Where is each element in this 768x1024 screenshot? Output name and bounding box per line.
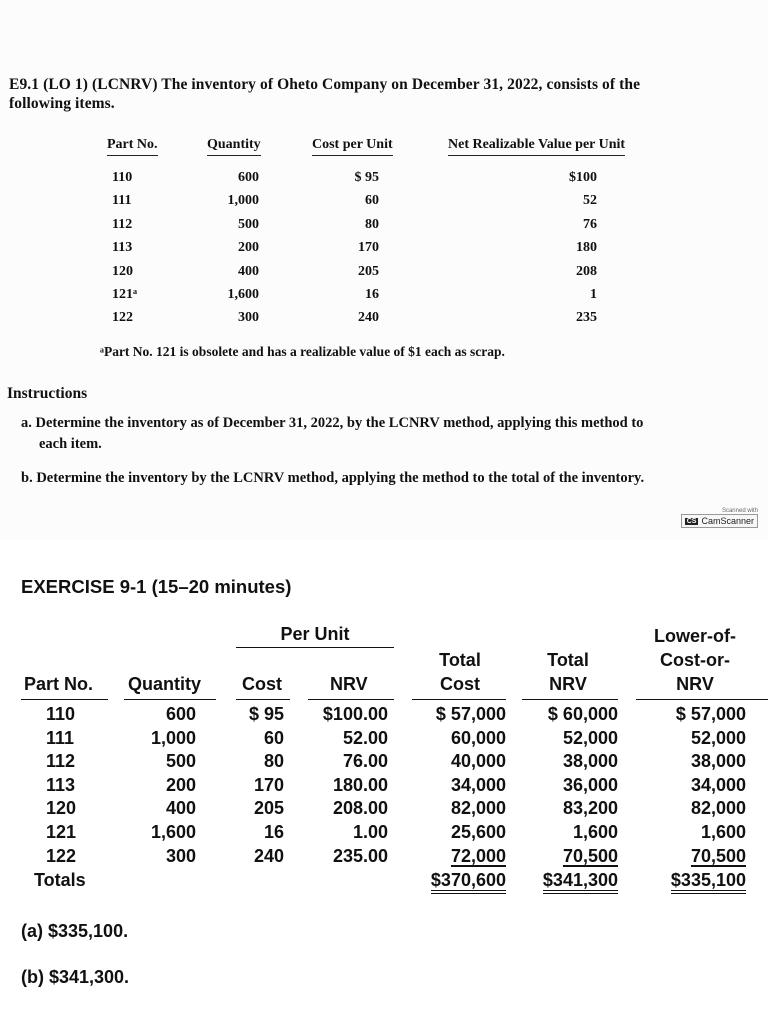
camscanner-watermark: [681, 508, 758, 528]
problem-cost: 60: [365, 193, 379, 209]
problem-cost: 205: [358, 263, 379, 279]
lcnrv-header-3: NRV: [676, 674, 714, 694]
col-header-quantity: Quantity: [207, 137, 261, 156]
lcnrv-cell: 34,000: [690, 774, 746, 795]
col-header-cost: Cost per Unit: [312, 137, 393, 156]
cost-cell: 80: [263, 751, 284, 772]
answer-a: (a) $335,100.: [21, 921, 129, 941]
lcnrv-header-1: Lower-of-: [654, 626, 736, 646]
total-nrv-cell: 38,000: [562, 751, 618, 772]
cost-cell: 16: [263, 822, 284, 842]
problem-nrv: 76: [583, 216, 597, 232]
totals-lcnrv: $335,100: [671, 870, 746, 891]
part-no-cell: 122: [46, 845, 77, 866]
cost-cell: 170: [253, 774, 284, 795]
lcnrv-cell: 82,000: [690, 798, 746, 819]
problem-quantity: 400: [238, 263, 259, 279]
problem-part-no: 120: [112, 263, 133, 279]
total-cost-cell: 72,000: [450, 845, 506, 866]
cost-cell: $ 95: [248, 704, 284, 724]
problem-header-line1: E9.1 (LO 1) (LCNRV) The inventory of Oheto Company on December 31, 2022, consists of the: [9, 76, 641, 93]
header-rule-total-cost: [412, 699, 506, 700]
footnote: ᵃPart No. 121 is obsolete and has a realizable value of $1 each as scrap.: [100, 344, 505, 359]
problem-quantity: 600: [238, 170, 259, 185]
header-rule-qty: [124, 699, 216, 700]
lcnrv-cell: 1,600: [700, 822, 746, 842]
answer-b: (b) $341,300.: [21, 967, 130, 987]
problem-nrv: 180: [576, 240, 597, 256]
problem-nrv: 1: [590, 287, 597, 302]
header-rule-part: [21, 699, 108, 700]
total-nrv-cell: $ 60,000: [547, 704, 618, 724]
cost-cell: 60: [263, 727, 284, 748]
quantity-cell: 400: [165, 798, 196, 819]
nrv-cell: 208.00: [332, 798, 388, 819]
camscanner-logo-icon: CS: [686, 517, 697, 525]
total-cost-cell: 40,000: [450, 751, 506, 772]
part-no-cell: 112: [46, 751, 76, 772]
camscanner-badge: [681, 514, 758, 528]
totals-total-nrv: $341,300: [543, 870, 618, 891]
total-nrv-header-1: Total: [547, 650, 589, 670]
total-nrv-cell: 83,200: [562, 798, 618, 819]
header-rule-total-nrv: [522, 699, 618, 700]
total-nrv-cell: 1,600: [572, 822, 618, 842]
problem-part-no: 112: [112, 216, 133, 232]
problem-cost: 16: [365, 287, 379, 302]
problem-quantity: 1,000: [227, 193, 259, 209]
problem-header-line2: following items.: [9, 95, 115, 112]
quantity-cell: 500: [165, 751, 196, 772]
problem-quantity: 200: [238, 240, 259, 256]
total-cost-header-1: Total: [439, 650, 481, 670]
instruction-a-line1: a. Determine the inventory as of December 31, 2022, by the LCNRV method, applying this method to: [21, 415, 644, 431]
quantity-cell: 300: [165, 845, 196, 866]
nrv-cell: 180.00: [332, 774, 388, 795]
total-cost-cell: 60,000: [450, 727, 506, 748]
problem-nrv: 208: [576, 263, 597, 279]
problem-part-no: 113: [112, 240, 133, 256]
cost-cell: 205: [253, 798, 284, 819]
problem-quantity: 500: [238, 216, 259, 232]
problem-quantity: 1,600: [227, 287, 259, 302]
problem-nrv: $100: [569, 170, 597, 185]
part-no-cell: 113: [46, 774, 76, 795]
total-cost-header-2: Cost: [440, 674, 480, 694]
lcnrv-cell: 52,000: [690, 727, 746, 748]
problem-cost: 170: [358, 240, 379, 256]
col-header-nrv: Net Realizable Value per Unit: [448, 137, 625, 156]
total-nrv-cell: 52,000: [562, 727, 618, 748]
totals-total-cost: $370,600: [431, 870, 506, 891]
problem-quantity: 300: [238, 310, 259, 326]
total-cost-cell: 82,000: [450, 798, 506, 819]
per-unit-rule: [236, 647, 394, 648]
part-no-cell: 111: [46, 727, 75, 748]
problem-part-no: 111: [112, 193, 132, 209]
total-nrv-cell: 70,500: [562, 845, 618, 866]
quantity-cell: 600: [165, 704, 196, 724]
solution-title: EXERCISE 9-1 (15–20 minutes): [21, 576, 292, 597]
instructions-title: Instructions: [7, 385, 88, 402]
nrv-cell: $100.00: [322, 704, 388, 724]
header-rule-cost: [236, 699, 290, 700]
instruction-b: b. Determine the inventory by the LCNRV method, applying the method to the total of the inventory.: [21, 470, 645, 486]
problem-part-no: 121ᵃ: [112, 287, 138, 302]
per-unit-header: Per Unit: [280, 624, 350, 644]
cost-cell: 240: [253, 845, 284, 866]
scanned-with-text: Scanned with: [721, 508, 758, 514]
nrv-cell: 235.00: [332, 845, 388, 866]
lcnrv-cell: 70,500: [690, 845, 746, 866]
quantity-cell: 1,000: [150, 727, 196, 748]
header-rule-nrv: [308, 699, 394, 700]
quantity-header: Quantity: [128, 674, 202, 694]
header-rule-lcnrv: [636, 699, 768, 700]
problem-part-no: 122: [112, 310, 133, 326]
cost-header: Cost: [242, 674, 282, 694]
lcnrv-cell: 38,000: [690, 751, 746, 772]
problem-cost: 240: [358, 310, 379, 326]
nrv-cell: 76.00: [342, 751, 388, 772]
nrv-cell: 52.00: [342, 727, 388, 748]
totals-label: Totals: [34, 870, 86, 890]
lcnrv-cell: $ 57,000: [675, 704, 746, 724]
nrv-header: NRV: [330, 674, 368, 694]
part-no-cell: 120: [46, 798, 77, 819]
nrv-cell: 1.00: [352, 822, 388, 842]
instruction-a-line2: each item.: [39, 436, 102, 452]
part-no-cell: 110: [46, 704, 76, 724]
total-cost-cell: 34,000: [450, 774, 506, 795]
problem-nrv: 235: [576, 310, 597, 326]
camscanner-brand: CamScanner: [701, 516, 754, 526]
quantity-cell: 1,600: [150, 822, 196, 842]
problem-cost: $ 95: [354, 170, 379, 185]
problem-cost: 80: [365, 216, 379, 232]
problem-part-no: 110: [112, 170, 133, 185]
lcnrv-header-2: Cost-or-: [660, 650, 730, 670]
part-no-cell: 121: [46, 822, 77, 842]
total-cost-cell: $ 57,000: [435, 704, 506, 724]
col-header-part: Part No.: [107, 137, 158, 156]
part-no-header: Part No.: [24, 674, 94, 694]
total-cost-cell: 25,600: [450, 822, 506, 842]
total-nrv-cell: 36,000: [562, 774, 618, 795]
quantity-cell: 200: [165, 774, 196, 795]
problem-nrv: 52: [583, 193, 597, 209]
total-nrv-header-2: NRV: [549, 674, 587, 694]
